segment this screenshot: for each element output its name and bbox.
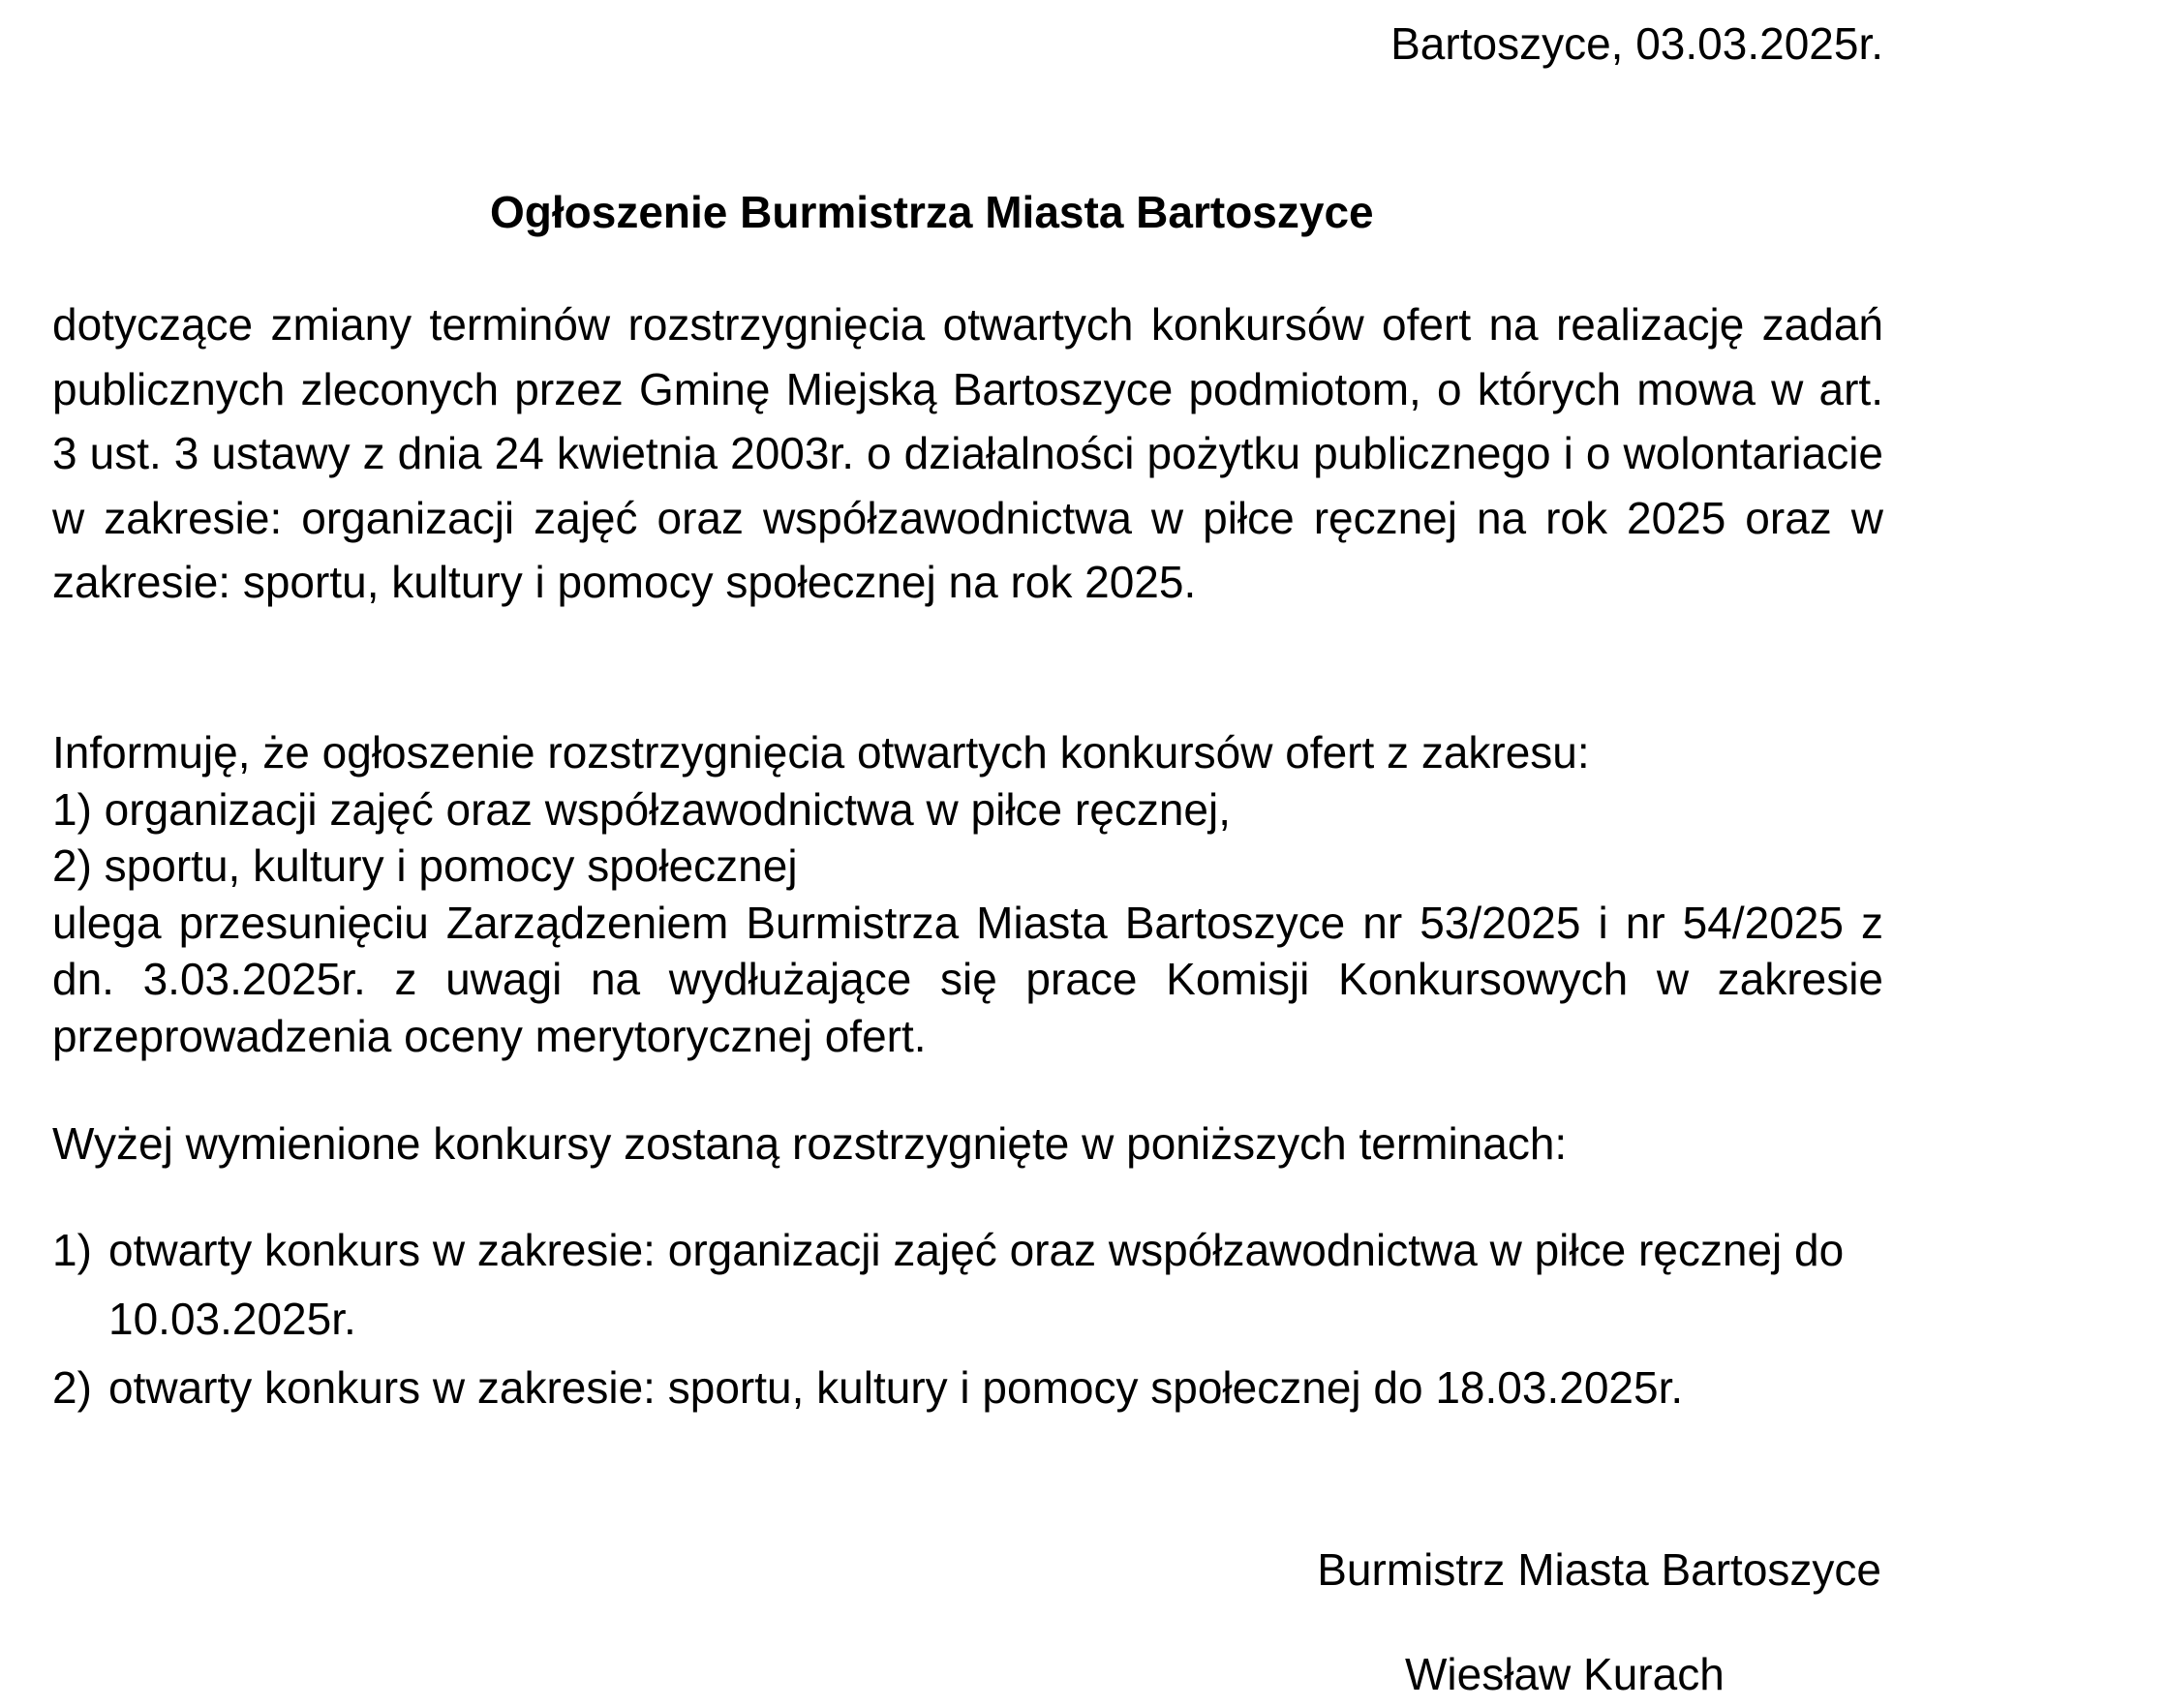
term-number: 1) <box>52 1225 92 1275</box>
signatory-title: Burmistrz Miasta Bartoszyce <box>1317 1544 1881 1595</box>
info-lead: Informuję, że ogłoszenie rozstrzygnięcia otwartych konkursów ofert z zakresu: <box>52 727 1590 778</box>
term-text: otwarty konkurs w zakresie: organizacji zajęć oraz współzawodnictwa w piłce ręcznej do 10.03.2025r. <box>108 1225 1845 1344</box>
document-date: Bartoszyce, 03.03.2025r. <box>1390 18 1883 69</box>
document-title: Ogłoszenie Burmistrza Miasta Bartoszyce <box>490 187 1374 237</box>
signatory-name: Wiesław Kurach <box>1405 1649 1725 1699</box>
info-item-2: 2) sportu, kultury i pomocy społecznej <box>52 840 798 891</box>
list-item <box>52 1354 1883 1422</box>
term-number: 2) <box>52 1362 92 1413</box>
info-paragraph <box>52 724 1883 1064</box>
info-item-1: 1) organizacji zajęć oraz współzawodnictwa w piłce ręcznej, <box>52 783 1231 835</box>
terms-list <box>52 1216 1883 1422</box>
terms-lead: Wyżej wymienione konkursy zostaną rozstrzygnięte w poniższych terminach: <box>52 1118 1568 1169</box>
info-tail: ulega przesunięciu Zarządzeniem Burmistrza Miasta Bartoszyce nr 53/2025 i nr 54/2025 z dn. 3.03.2025r. z uwagi na wydłużające się prace Komisji Konkursowych w zakresie przeprowadzenia oceny merytorycznej ofert. <box>52 897 1883 1061</box>
term-text: otwarty konkurs w zakresie: sportu, kultury i pomocy społecznej do 18.03.2025r. <box>108 1362 1684 1413</box>
intro-paragraph: dotyczące zmiany terminów rozstrzygnięcia otwartych konkursów ofert na realizację zadań publicznych zleconych przez Gminę Miejską Bartoszyce podmiotom, o których mowa w art. 3 ust. 3 ustawy z dnia 24 kwietnia 2003r. o działalności pożytku publicznego i o wolontariacie w zakresie: organizacji zajęć oraz współzawodnictwa w piłce ręcznej na rok 2025 oraz w zakresie: sportu, kultury i pomocy społecznej na rok 2025. <box>52 299 1883 607</box>
list-item <box>52 1216 1883 1354</box>
